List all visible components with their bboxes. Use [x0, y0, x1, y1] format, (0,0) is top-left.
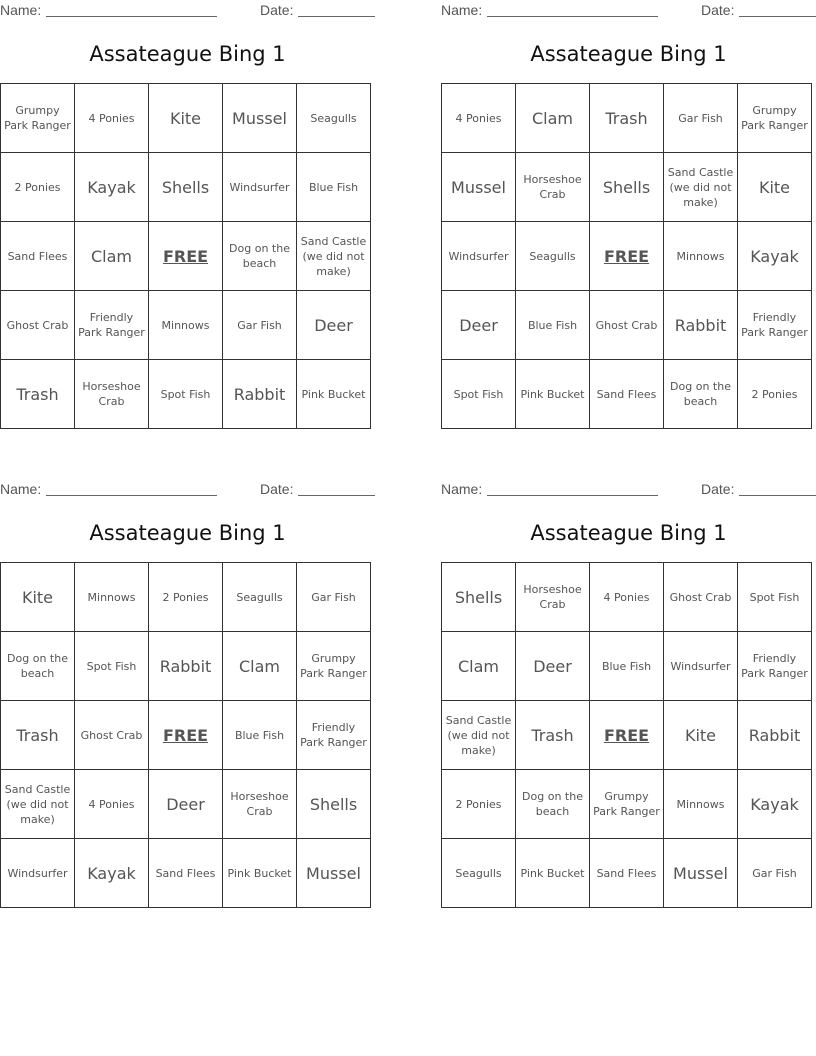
bingo-row	[442, 632, 812, 701]
bingo-cell[interactable]: Sand Flees	[590, 839, 664, 908]
bingo-cell[interactable]: Blue Fish	[297, 153, 371, 222]
bingo-cell[interactable]: Seagulls	[297, 84, 371, 153]
name-blank-line[interactable]	[46, 495, 217, 496]
bingo-cell[interactable]: Horseshoe Crab	[223, 770, 297, 839]
bingo-cell[interactable]: Pink Bucket	[223, 839, 297, 908]
bingo-cell[interactable]: Seagulls	[516, 222, 590, 291]
bingo-cell[interactable]: Spot Fish	[149, 360, 223, 429]
name-blank-line[interactable]	[46, 16, 217, 17]
bingo-card	[441, 0, 816, 435]
bingo-cell[interactable]: Ghost Crab	[590, 291, 664, 360]
bingo-row	[442, 839, 812, 908]
bingo-cell[interactable]: Sand Castle (we did not make)	[1, 770, 75, 839]
bingo-row	[1, 360, 371, 429]
date-blank-line[interactable]	[739, 16, 816, 17]
bingo-row	[1, 563, 371, 632]
bingo-cell[interactable]: Trash	[516, 701, 590, 770]
bingo-cell[interactable]: Windsurfer	[664, 632, 738, 701]
bingo-cell[interactable]: Shells	[149, 153, 223, 222]
bingo-cell[interactable]: Friendly Park Ranger	[75, 291, 149, 360]
bingo-cell[interactable]: Friendly Park Ranger	[738, 291, 812, 360]
bingo-cell[interactable]: Mussel	[442, 153, 516, 222]
card-header	[441, 481, 816, 499]
bingo-row	[1, 291, 371, 360]
bingo-cell[interactable]: Horseshoe Crab	[516, 153, 590, 222]
bingo-cell[interactable]: Friendly Park Ranger	[738, 632, 812, 701]
bingo-cell[interactable]: Grumpy Park Ranger	[590, 770, 664, 839]
bingo-card	[441, 479, 816, 914]
bingo-cell[interactable]: Pink Bucket	[516, 360, 590, 429]
bingo-cell[interactable]: Shells	[442, 563, 516, 632]
bingo-cell[interactable]: Deer	[442, 291, 516, 360]
bingo-grid	[0, 562, 371, 908]
card-header	[0, 481, 375, 499]
bingo-card	[0, 0, 375, 435]
bingo-cell[interactable]: Shells	[297, 770, 371, 839]
free-space[interactable]: FREE	[590, 701, 664, 770]
bingo-cell[interactable]: Windsurfer	[442, 222, 516, 291]
bingo-cell[interactable]: Sand Castle (we did not make)	[442, 701, 516, 770]
bingo-cell[interactable]: Pink Bucket	[516, 839, 590, 908]
free-space[interactable]: FREE	[149, 222, 223, 291]
bingo-cell[interactable]: Pink Bucket	[297, 360, 371, 429]
bingo-grid	[0, 83, 371, 429]
bingo-row	[1, 84, 371, 153]
bingo-cell[interactable]: Deer	[149, 770, 223, 839]
bingo-cell[interactable]: Gar Fish	[223, 291, 297, 360]
bingo-cell[interactable]: Gar Fish	[738, 839, 812, 908]
bingo-cell[interactable]: 4 Ponies	[442, 84, 516, 153]
bingo-row	[442, 770, 812, 839]
bingo-cell[interactable]: Kite	[664, 701, 738, 770]
bingo-cell[interactable]: Grumpy Park Ranger	[297, 632, 371, 701]
bingo-row	[442, 360, 812, 429]
bingo-cell[interactable]: 4 Ponies	[590, 563, 664, 632]
bingo-cell[interactable]: Sand Flees	[590, 360, 664, 429]
bingo-cell[interactable]: Trash	[590, 84, 664, 153]
bingo-cell[interactable]: Spot Fish	[75, 632, 149, 701]
bingo-grid	[441, 562, 812, 908]
bingo-cell[interactable]: Blue Fish	[590, 632, 664, 701]
bingo-card	[0, 479, 375, 914]
bingo-cell[interactable]: Trash	[1, 360, 75, 429]
bingo-cell[interactable]: Horseshoe Crab	[516, 563, 590, 632]
bingo-row	[442, 222, 812, 291]
bingo-row	[442, 563, 812, 632]
bingo-cell[interactable]: Kite	[1, 563, 75, 632]
bingo-cell[interactable]: Rabbit	[664, 291, 738, 360]
bingo-cell[interactable]: Grumpy Park Ranger	[738, 84, 812, 153]
bingo-cell[interactable]: Sand Castle (we did not make)	[664, 153, 738, 222]
bingo-row	[1, 839, 371, 908]
bingo-cell[interactable]: Seagulls	[223, 563, 297, 632]
bingo-cell[interactable]: Mussel	[223, 84, 297, 153]
bingo-cell[interactable]: 4 Ponies	[75, 770, 149, 839]
bingo-cell[interactable]: Kayak	[738, 222, 812, 291]
bingo-cell[interactable]: 2 Ponies	[738, 360, 812, 429]
bingo-cell[interactable]: Blue Fish	[223, 701, 297, 770]
bingo-cell[interactable]: Dog on the beach	[1, 632, 75, 701]
bingo-cell[interactable]: Deer	[297, 291, 371, 360]
date-label: Date:	[260, 481, 294, 497]
name-blank-line[interactable]	[487, 16, 658, 17]
card-header	[0, 2, 375, 20]
bingo-cell[interactable]: Ghost Crab	[75, 701, 149, 770]
date-label: Date:	[260, 2, 294, 18]
bingo-cell[interactable]: Dog on the beach	[223, 222, 297, 291]
bingo-cell[interactable]: 2 Ponies	[1, 153, 75, 222]
bingo-row	[442, 701, 812, 770]
bingo-cell[interactable]: Sand Castle (we did not make)	[297, 222, 371, 291]
bingo-cell[interactable]: Clam	[516, 84, 590, 153]
bingo-cell[interactable]: Rabbit	[738, 701, 812, 770]
bingo-cell[interactable]: Grumpy Park Ranger	[1, 84, 75, 153]
bingo-cell[interactable]: Deer	[516, 632, 590, 701]
free-space[interactable]: FREE	[149, 701, 223, 770]
bingo-row	[1, 153, 371, 222]
bingo-cell[interactable]: Mussel	[664, 839, 738, 908]
bingo-cell[interactable]: Sand Flees	[1, 222, 75, 291]
bingo-grid	[441, 83, 812, 429]
bingo-row	[442, 153, 812, 222]
bingo-cell[interactable]: Clam	[75, 222, 149, 291]
bingo-cell[interactable]: Clam	[442, 632, 516, 701]
bingo-cell[interactable]: Kite	[149, 84, 223, 153]
bingo-cell[interactable]: Windsurfer	[1, 839, 75, 908]
name-blank-line[interactable]	[487, 495, 658, 496]
bingo-cell[interactable]: Windsurfer	[223, 153, 297, 222]
bingo-cell[interactable]: Kayak	[738, 770, 812, 839]
bingo-cell[interactable]: Minnows	[75, 563, 149, 632]
bingo-cell[interactable]: Mussel	[297, 839, 371, 908]
date-blank-line[interactable]	[298, 495, 375, 496]
bingo-row	[1, 632, 371, 701]
card-title: Assateague Bing 1	[89, 42, 286, 66]
bingo-cell[interactable]: Shells	[590, 153, 664, 222]
bingo-cell[interactable]: Friendly Park Ranger	[297, 701, 371, 770]
bingo-cell[interactable]: Trash	[1, 701, 75, 770]
bingo-cell[interactable]: Ghost Crab	[664, 563, 738, 632]
name-label: Name:	[441, 481, 483, 497]
bingo-cell[interactable]: Blue Fish	[516, 291, 590, 360]
bingo-cell[interactable]: Kayak	[75, 839, 149, 908]
bingo-cell[interactable]: Minnows	[664, 222, 738, 291]
date-blank-line[interactable]	[739, 495, 816, 496]
free-space[interactable]: FREE	[590, 222, 664, 291]
bingo-cell[interactable]: Dog on the beach	[516, 770, 590, 839]
bingo-cell[interactable]: Horseshoe Crab	[75, 360, 149, 429]
card-title: Assateague Bing 1	[530, 521, 727, 545]
date-blank-line[interactable]	[298, 16, 375, 17]
bingo-cell[interactable]: Spot Fish	[738, 563, 812, 632]
bingo-cell[interactable]: Clam	[223, 632, 297, 701]
name-label: Name:	[0, 481, 42, 497]
date-label: Date:	[701, 2, 735, 18]
bingo-cell[interactable]: 2 Ponies	[442, 770, 516, 839]
bingo-cell[interactable]: 4 Ponies	[75, 84, 149, 153]
bingo-cell[interactable]: Gar Fish	[297, 563, 371, 632]
bingo-row	[1, 701, 371, 770]
bingo-cell[interactable]: Rabbit	[223, 360, 297, 429]
bingo-cell[interactable]: 2 Ponies	[149, 563, 223, 632]
bingo-row	[1, 770, 371, 839]
bingo-cell[interactable]: Kite	[738, 153, 812, 222]
card-header	[441, 2, 816, 20]
bingo-cell[interactable]: Gar Fish	[664, 84, 738, 153]
bingo-cell[interactable]: Kayak	[75, 153, 149, 222]
bingo-row	[442, 291, 812, 360]
name-label: Name:	[441, 2, 483, 18]
bingo-row	[1, 222, 371, 291]
bingo-cell[interactable]: Sand Flees	[149, 839, 223, 908]
bingo-cell[interactable]: Ghost Crab	[1, 291, 75, 360]
bingo-row	[442, 84, 812, 153]
bingo-cell[interactable]: Minnows	[664, 770, 738, 839]
bingo-cell[interactable]: Seagulls	[442, 839, 516, 908]
date-label: Date:	[701, 481, 735, 497]
card-title: Assateague Bing 1	[89, 521, 286, 545]
bingo-cell[interactable]: Spot Fish	[442, 360, 516, 429]
bingo-cell[interactable]: Dog on the beach	[664, 360, 738, 429]
card-title: Assateague Bing 1	[530, 42, 727, 66]
bingo-cell[interactable]: Rabbit	[149, 632, 223, 701]
bingo-cell[interactable]: Minnows	[149, 291, 223, 360]
name-label: Name:	[0, 2, 42, 18]
